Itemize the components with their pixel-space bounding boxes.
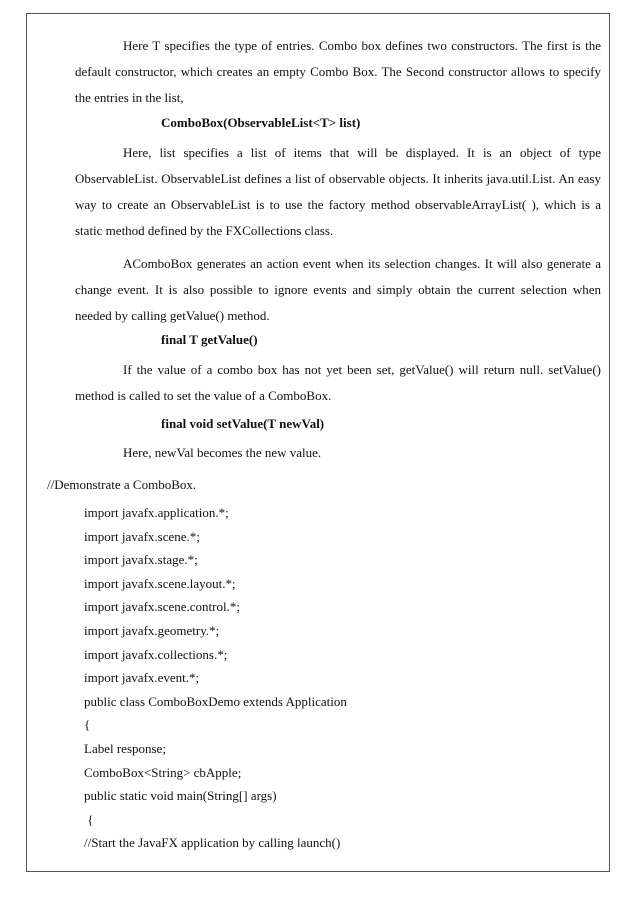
code-line: { [84,811,94,827]
code-line: //Start the JavaFX application by calling launch() [84,835,341,851]
code-line: { [84,717,91,733]
code-line: import javafx.scene.control.*; [84,599,240,615]
code-comment: //Demonstrate a ComboBox. [47,477,197,492]
code-line: ComboBox<String> cbApple; [84,764,242,780]
code-line: import javafx.application.*; [84,505,229,520]
signature-setvalue: final void setValue(T newVal) [161,416,325,431]
code-line: import javafx.event.*; [84,670,200,686]
paragraph-type-entries: Here T specifies the type of entries. Combo box defines two constructors. The first is the default constructor, which creates an empty Combo Box. The Second constructor allows to specify the entries in the list, [75,38,601,105]
paragraph-action-event: AComboBox generates an action event when its selection changes. It will also generate a change event. It is also possible to ignore events and simply obtain the current selection when needed by calling getValue() method. [75,256,601,323]
code-listing [84,503,347,857]
signature-combobox-constructor: ComboBox(ObservableList<T> list) [161,115,361,130]
code-line: public static void main(String[] args) [84,788,277,804]
paragraph-newval: Here, newVal becomes the new value. [123,445,322,460]
code-line: import javafx.stage.*; [84,552,198,568]
code-line: Label response; [84,740,166,756]
paragraph-list-description: Here, list specifies a list of items that will be displayed. It is an object of type ObservableList. ObservableList defines a list of observable objects. It inherits java.util.List. An easy way to create an ObservableList is to use the factory method observableArrayList( ), which is a static method defined by the FXCollections class. [75,145,601,238]
paragraph-setvalue: If the value of a combo box has not yet been set, getValue() will return null. setValue() method is called to set the value of a ComboBox. [75,362,601,403]
code-line: public class ComboBoxDemo extends Application [84,693,347,709]
signature-getvalue: final T getValue() [161,332,258,347]
code-line: import javafx.geometry.*; [84,622,220,638]
code-line: import javafx.scene.layout.*; [84,575,236,591]
code-line: import javafx.collections.*; [84,646,228,662]
code-line: import javafx.scene.*; [84,528,200,544]
